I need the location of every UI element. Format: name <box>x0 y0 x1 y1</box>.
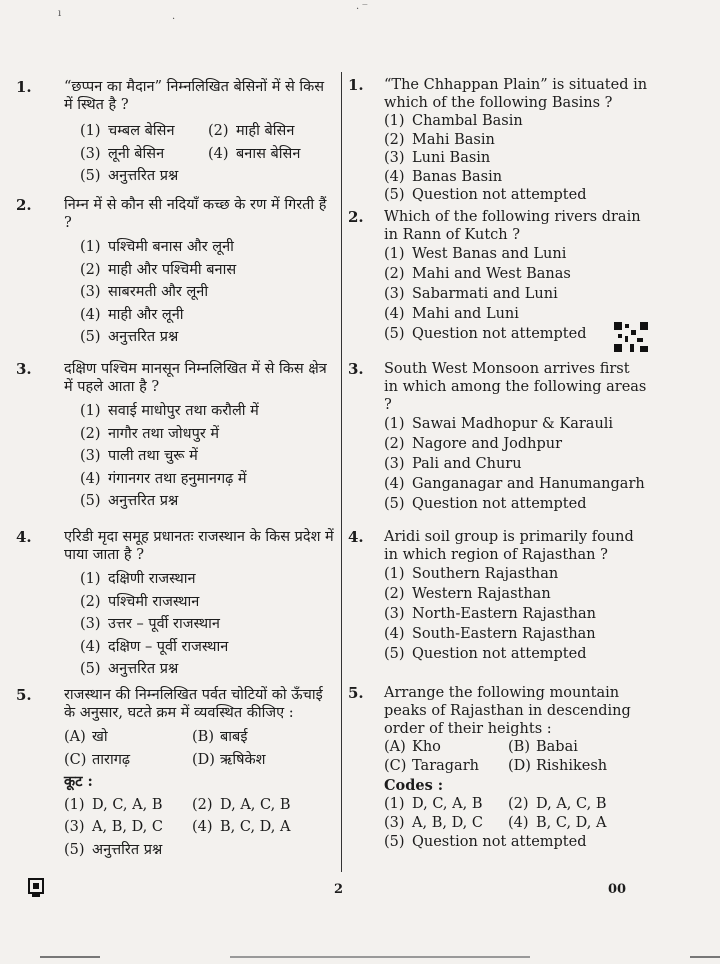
bottom-edge-line <box>0 955 720 959</box>
option-number: (2) <box>508 796 529 812</box>
option-text: खो <box>92 729 108 745</box>
question-number: 3. <box>348 360 364 378</box>
option-text: Southern Rajasthan <box>412 566 559 582</box>
page-code: 00 <box>608 882 627 897</box>
option-text: माही और लूनी <box>108 306 184 323</box>
option-text: D, C, A, B <box>92 796 163 813</box>
option-number: (C) <box>384 758 407 774</box>
hindi-column <box>16 72 336 880</box>
option-number: (2) <box>192 796 213 813</box>
option-text: अनुत्तरित प्रश्न <box>92 841 163 858</box>
option-number: (3) <box>384 815 405 831</box>
question-number: 5. <box>348 684 364 702</box>
option-text: West Banas and Luni <box>412 246 567 262</box>
option-text: पश्चिमी राजस्थान <box>108 593 200 610</box>
question-number: 5. <box>16 686 32 704</box>
question-number: 4. <box>16 528 32 546</box>
option-text: A, B, D, C <box>92 819 163 835</box>
option-number: (4) <box>80 638 101 655</box>
option-text: D, C, A, B <box>412 796 483 812</box>
option-number: (3) <box>80 284 101 300</box>
option-number: (5) <box>80 329 101 345</box>
scan-mark: · <box>172 14 176 25</box>
question-stem: राजस्थान की निम्नलिखित पर्वत चोटियों को ऊँचाई के अनुसार, घटते क्रम में व्यवस्थित कीजिए : <box>64 687 323 721</box>
page-header <box>0 0 720 70</box>
option-text: Rishikesh <box>536 758 608 774</box>
option-text: चम्बल बेसिन <box>108 123 175 139</box>
option-number: (5) <box>384 187 405 203</box>
option-text: पश्चिमी बनास और लूनी <box>108 239 234 255</box>
options <box>384 564 648 664</box>
option-number: (4) <box>508 815 529 831</box>
option-number: (5) <box>384 646 405 662</box>
question-stem: “The Chhappan Plain” is situated in which of the following Basins ? <box>384 77 648 111</box>
option-text: नागौर तथा जोधपुर में <box>108 425 220 442</box>
option-number: (1) <box>384 796 405 812</box>
option-text: Question not attempted <box>412 646 587 662</box>
option-text: Babai <box>536 739 578 755</box>
options <box>384 244 648 344</box>
option-text: अनुत्तरित प्रश्न <box>108 493 179 509</box>
option-number: (1) <box>384 416 405 432</box>
question-number: 1. <box>348 76 364 94</box>
option-text: Question not attempted <box>412 496 587 512</box>
option-number: (2) <box>384 586 405 602</box>
option-number: (2) <box>208 123 229 139</box>
option-number: (4) <box>384 476 405 492</box>
question-number: 1. <box>16 78 32 96</box>
question-stem: “छप्पन का मैदान” निम्नलिखित बेसिनों में से किस में स्थित है ? <box>64 79 325 113</box>
option-row <box>80 165 336 188</box>
column-divider <box>341 72 342 872</box>
option-text: लूनी बेसिन <box>108 145 165 162</box>
options <box>384 738 648 852</box>
question-block <box>348 684 648 852</box>
options <box>80 236 336 349</box>
option-text: पाली तथा चुरू में <box>108 448 198 464</box>
option-number: (5) <box>64 841 85 858</box>
option-number: (5) <box>80 168 101 184</box>
option-text: Pali and Churu <box>412 456 522 472</box>
option-text: Nagore and Jodhpur <box>412 436 563 452</box>
scan-mark: · ‾ <box>356 4 368 15</box>
option-number: (1) <box>80 571 101 587</box>
qr-code-icon <box>612 320 650 354</box>
option-number: (A) <box>64 729 86 745</box>
question-number: 3. <box>16 360 32 378</box>
option-number: (4) <box>192 819 213 835</box>
options <box>64 726 336 861</box>
option-number: (B) <box>508 739 530 755</box>
option-text: Sawai Madhopur & Karauli <box>412 416 614 432</box>
codes-label: कूट : <box>64 773 93 790</box>
option-number: (2) <box>80 425 101 442</box>
option-number: (1) <box>384 246 405 262</box>
option-text: South-Eastern Rajasthan <box>412 626 596 642</box>
option-number: (5) <box>384 834 405 850</box>
option-number: (A) <box>384 739 406 755</box>
option-text: अनुत्तरित प्रश्न <box>108 329 179 345</box>
option-number: (D) <box>508 758 531 774</box>
page-number: 2 <box>334 882 344 897</box>
option-text: Chambal Basin <box>412 113 523 129</box>
option-text: माही बेसिन <box>236 123 295 139</box>
option-text: साबरमती और लूनी <box>108 284 209 300</box>
option-text: Mahi Basin <box>412 131 495 148</box>
question-block <box>16 196 336 349</box>
question-block <box>16 360 336 513</box>
option-number: (1) <box>80 123 101 139</box>
option-number: (1) <box>80 403 101 419</box>
option-number: (4) <box>384 306 405 322</box>
option-number: (4) <box>80 470 101 487</box>
option-text: B, C, D, A <box>220 819 291 835</box>
option-text: Ganganagar and Hanumangarh <box>412 476 645 492</box>
question-block <box>348 76 648 205</box>
options <box>80 400 336 513</box>
option-number: (5) <box>384 496 405 512</box>
option-text: सवाई माधोपुर तथा करौली में <box>108 403 259 419</box>
option-text: ऋषिकेश <box>220 751 266 768</box>
question-stem: एरिडी मृदा समूह प्रधानतः राजस्थान के किस प्रदेश में पाया जाता है ? <box>64 529 334 563</box>
option-text: Western Rajasthan <box>412 586 551 602</box>
option-number: (3) <box>80 448 101 464</box>
option-text: बनास बेसिन <box>236 145 301 162</box>
option-row <box>80 120 336 143</box>
question-stem: Arrange the following mountain peaks of Rajasthan in descending order of their heights : <box>384 685 631 737</box>
question-stem: South West Monsoon arrives first in which among the following areas ? <box>384 361 647 413</box>
question-block <box>348 528 648 664</box>
option-text: उत्तर – पूर्वी राजस्थान <box>108 616 220 632</box>
option-text: Question not attempted <box>412 187 587 203</box>
option-text: D, A, C, B <box>220 796 291 813</box>
question-number: 2. <box>16 196 32 214</box>
option-number: (D) <box>192 751 215 768</box>
option-text: Question not attempted <box>412 326 587 342</box>
option-number: (3) <box>384 606 405 622</box>
option-text: बाबई <box>220 729 248 745</box>
scan-mark: ı <box>58 8 62 19</box>
question-stem: दक्षिण पश्चिम मानसून निम्नलिखित में से किस क्षेत्र में पहले आता है ? <box>64 361 327 395</box>
options <box>384 414 648 514</box>
english-column <box>348 72 648 880</box>
option-number: (1) <box>64 796 85 813</box>
option-number: (3) <box>384 456 405 472</box>
codes-label: Codes : <box>384 777 444 794</box>
option-number: (2) <box>80 261 101 278</box>
option-number: (3) <box>384 286 405 302</box>
option-number: (2) <box>80 593 101 610</box>
option-text: Mahi and Luni <box>412 306 519 322</box>
question-block <box>16 78 336 188</box>
option-text: तारागढ़ <box>92 751 131 768</box>
option-number: (4) <box>384 626 405 642</box>
option-text: Sabarmati and Luni <box>412 286 558 302</box>
option-number: (2) <box>384 131 405 148</box>
option-number: (3) <box>64 819 85 835</box>
option-number: (2) <box>384 436 405 452</box>
option-text: Kho <box>412 739 441 755</box>
option-text: Taragarh <box>412 758 479 774</box>
option-text: दक्षिण – पूर्वी राजस्थान <box>108 638 229 655</box>
option-number: (5) <box>384 326 405 342</box>
option-text: अनुत्तरित प्रश्न <box>108 168 179 184</box>
question-stem: Which of the following rivers drain in Rann of Kutch ? <box>384 209 641 243</box>
options <box>80 120 336 188</box>
option-number: (4) <box>80 306 101 323</box>
option-number: (4) <box>208 145 229 162</box>
option-number: (3) <box>384 150 405 166</box>
option-number: (1) <box>384 113 405 129</box>
option-number: (C) <box>64 751 87 768</box>
option-number: (5) <box>80 493 101 509</box>
question-block <box>16 528 336 681</box>
option-text: Question not attempted <box>412 834 587 850</box>
options <box>80 568 336 681</box>
options <box>384 112 648 205</box>
question-stem: Aridi soil group is primarily found in which region of Rajasthan ? <box>384 529 634 563</box>
option-number: (1) <box>384 566 405 582</box>
option-text: B, C, D, A <box>536 815 607 831</box>
option-row <box>80 143 336 166</box>
option-number: (1) <box>80 239 101 255</box>
option-number: (2) <box>384 266 405 282</box>
option-number: (3) <box>80 616 101 632</box>
option-text: गंगानगर तथा हनुमानगढ़ में <box>108 470 247 487</box>
question-number: 4. <box>348 528 364 546</box>
option-text: अनुत्तरित प्रश्न <box>108 661 179 677</box>
question-stem: निम्न में से कौन सी नदियाँ कच्छ के रण में गिरती हैं ? <box>64 197 327 231</box>
exam-logo-icon <box>28 878 46 898</box>
option-text: Mahi and West Banas <box>412 266 571 282</box>
option-text: दक्षिणी राजस्थान <box>108 571 196 587</box>
option-text: माही और पश्चिमी बनास <box>108 261 237 278</box>
question-block <box>348 208 648 344</box>
option-text: Luni Basin <box>412 150 491 166</box>
option-number: (B) <box>192 729 214 745</box>
option-text: D, A, C, B <box>536 796 607 812</box>
question-block <box>16 686 336 861</box>
option-number: (3) <box>80 145 101 162</box>
question-number: 2. <box>348 208 364 226</box>
option-number: (5) <box>80 661 101 677</box>
option-number: (4) <box>384 168 405 185</box>
option-text: North-Eastern Rajasthan <box>412 606 596 622</box>
option-text: A, B, D, C <box>412 815 483 831</box>
option-text: Banas Basin <box>412 168 503 185</box>
question-block <box>348 360 648 514</box>
